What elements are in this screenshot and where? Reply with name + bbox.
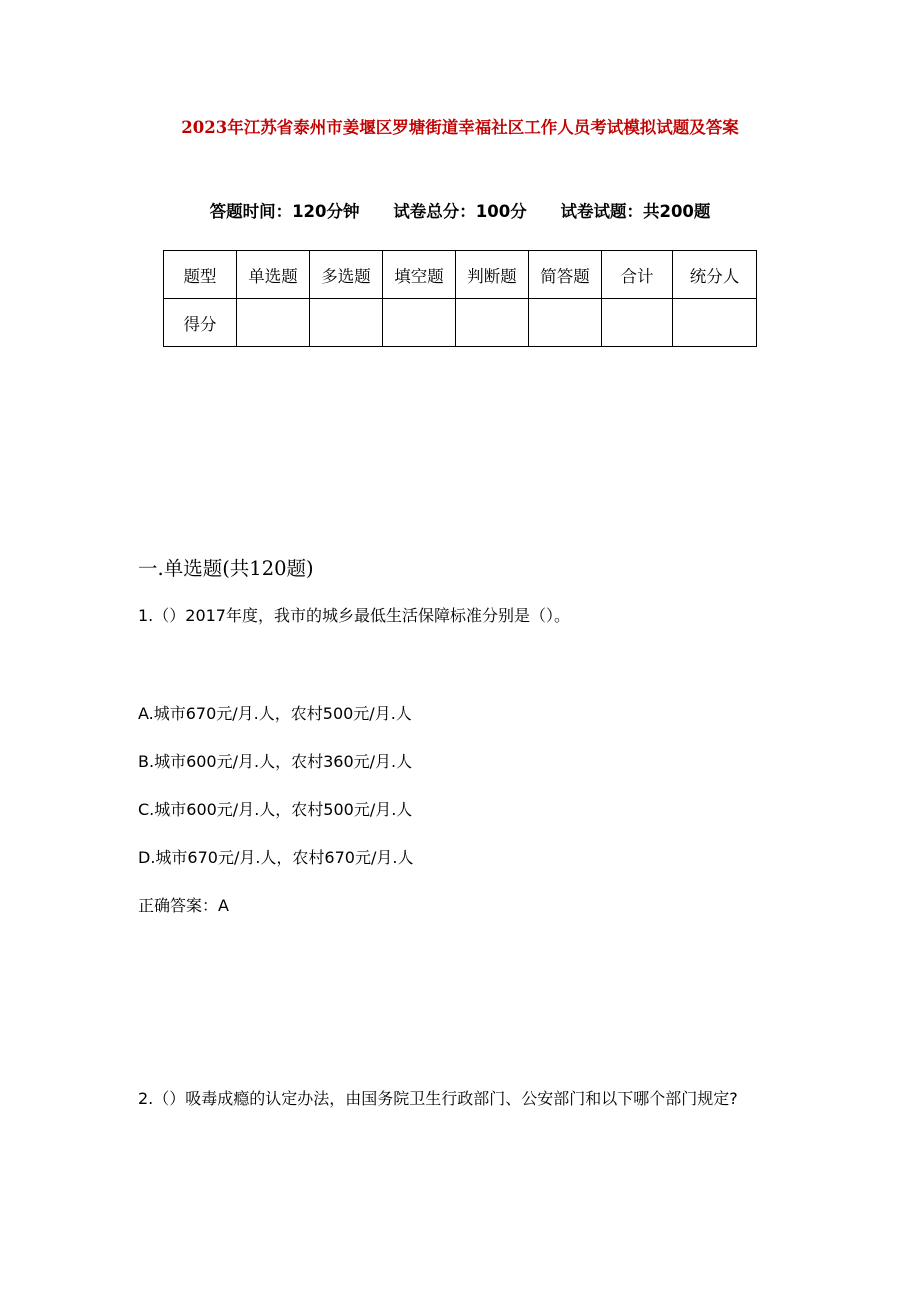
question-2-stem: 2.（）吸毒成瘾的认定办法，由国务院卫生行政部门、公安部门和以下哪个部门规定? xyxy=(138,1089,738,1108)
exam-time: 答题时间：120分钟 xyxy=(209,202,360,221)
header-cell-single-choice: 单选题 xyxy=(237,251,310,299)
question-1-option-d: D.城市670元/月.人，农村670元/月.人 xyxy=(138,848,414,867)
score-table-header-row xyxy=(164,251,757,299)
header-cell-total: 合计 xyxy=(602,251,673,299)
score-cell xyxy=(383,299,456,347)
exam-meta xyxy=(0,198,920,222)
question-1-answer: 正确答案：A xyxy=(138,896,229,915)
score-cell xyxy=(529,299,602,347)
score-table xyxy=(163,250,757,347)
score-cell xyxy=(673,299,757,347)
header-cell-true-false: 判断题 xyxy=(456,251,529,299)
section-heading: 一.单选题(共120题) xyxy=(138,557,314,580)
question-1-stem: 1.（）2017年度，我市的城乡最低生活保障标准分别是（）。 xyxy=(138,606,570,625)
score-cell xyxy=(602,299,673,347)
header-cell-short-answer: 简答题 xyxy=(529,251,602,299)
score-row-label: 得分 xyxy=(164,299,237,347)
score-cell xyxy=(456,299,529,347)
question-1-option-b: B.城市600元/月.人，农村360元/月.人 xyxy=(138,752,413,771)
header-cell-scorer: 统分人 xyxy=(673,251,757,299)
score-cell xyxy=(310,299,383,347)
document-title: 2023年江苏省泰州市姜堰区罗塘街道幸福社区工作人员考试模拟试题及答案 xyxy=(181,118,739,137)
question-1-option-c: C.城市600元/月.人，农村500元/月.人 xyxy=(138,800,413,819)
score-cell xyxy=(237,299,310,347)
score-table-score-row xyxy=(164,299,757,347)
exam-question-count: 试卷试题：共200题 xyxy=(560,202,711,221)
header-cell-type: 题型 xyxy=(164,251,237,299)
question-1-option-a: A.城市670元/月.人，农村500元/月.人 xyxy=(138,704,412,723)
exam-total-score: 试卷总分：100分 xyxy=(393,202,527,221)
header-cell-multi-choice: 多选题 xyxy=(310,251,383,299)
header-cell-fill-blank: 填空题 xyxy=(383,251,456,299)
